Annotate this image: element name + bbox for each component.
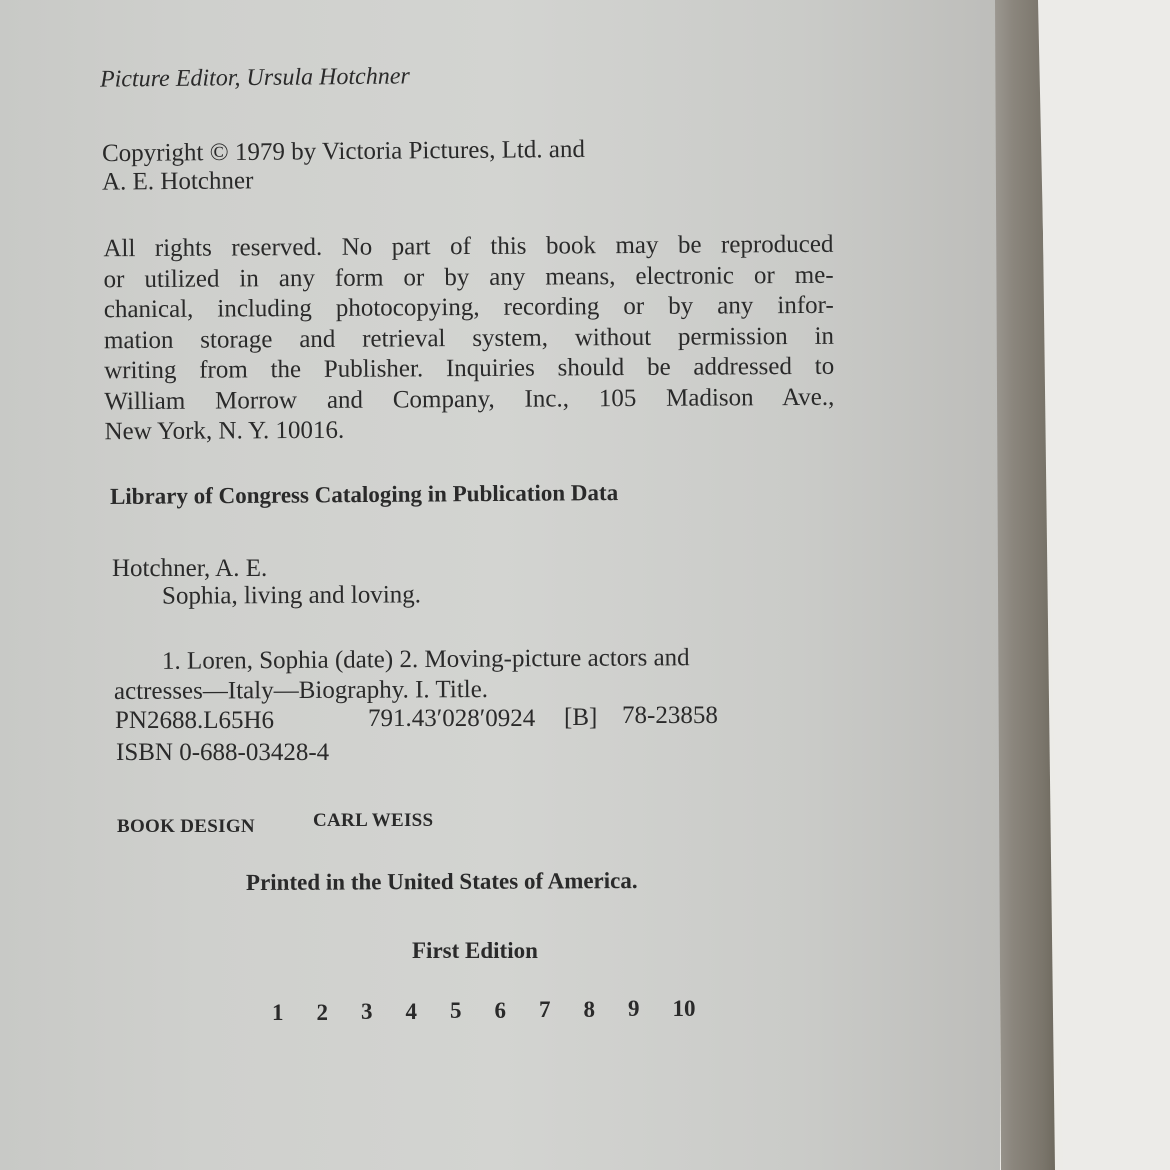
rights-line: writing from the Publisher. Inquiries should be addressed to <box>104 352 835 385</box>
printing-number: 4 <box>405 999 417 1024</box>
printing-number: 9 <box>628 996 640 1021</box>
rights-paragraph <box>103 230 834 448</box>
cip-author: Hotchner, A. E. <box>112 555 268 582</box>
rights-line: New York, N. Y. 10016. <box>104 416 345 446</box>
edition-statement: First Edition <box>412 938 538 963</box>
printing-number: 3 <box>361 999 373 1024</box>
printing-number: 6 <box>494 998 506 1023</box>
printed-in-usa: Printed in the United States of America. <box>245 867 638 896</box>
rights-line: mation storage and retrieval system, without permission in <box>103 322 835 354</box>
printing-number: 10 <box>672 996 696 1021</box>
book-designer-name: CARL WEISS <box>313 810 434 831</box>
background-surface <box>1038 0 1170 1170</box>
printing-number: 2 <box>316 1000 328 1025</box>
cip-title: Sophia, living and loving. <box>161 581 422 610</box>
cip-dewey: 791.43′028′0924 <box>368 705 536 732</box>
printing-number: 8 <box>583 997 595 1022</box>
rights-line: All rights reserved. No part of this book may be reproduced <box>103 230 834 263</box>
copyright-line-1: Copyright © 1979 by Victoria Pictures, Ltd. and <box>101 135 586 168</box>
rights-line: chanical, including photocopying, recording or by any infor- <box>103 291 834 324</box>
cip-bracket-b: [B] <box>564 704 598 731</box>
rights-line: William Morrow and Company, Inc., 105 Madison Ave., <box>104 383 835 415</box>
picture-editor-credit: Picture Editor, Ursula Hotchner <box>99 63 410 93</box>
cip-lccn: 78-23858 <box>622 702 718 729</box>
rights-line: or utilized in any form or by any means, electronic or me- <box>103 261 834 293</box>
printing-number: 1 <box>272 1000 284 1025</box>
cip-isbn: ISBN 0-688-03428-4 <box>116 739 330 766</box>
copyright-line-2: A. E. Hotchner <box>101 167 254 196</box>
cip-subjects-line-2: actresses—Italy—Biography. I. Title. <box>113 676 489 705</box>
printing-number: 5 <box>450 998 462 1023</box>
printing-number-line <box>272 998 717 1024</box>
cip-subjects-line-1: 1. Loren, Sophia (date) 2. Moving-picture actors and <box>161 644 690 675</box>
book-design-label: BOOK DESIGN <box>117 816 255 837</box>
cip-heading: Library of Congress Cataloging in Publication Data <box>109 480 619 509</box>
printing-number: 7 <box>539 997 551 1022</box>
cip-lc-class: PN2688.L65H6 <box>115 707 275 734</box>
